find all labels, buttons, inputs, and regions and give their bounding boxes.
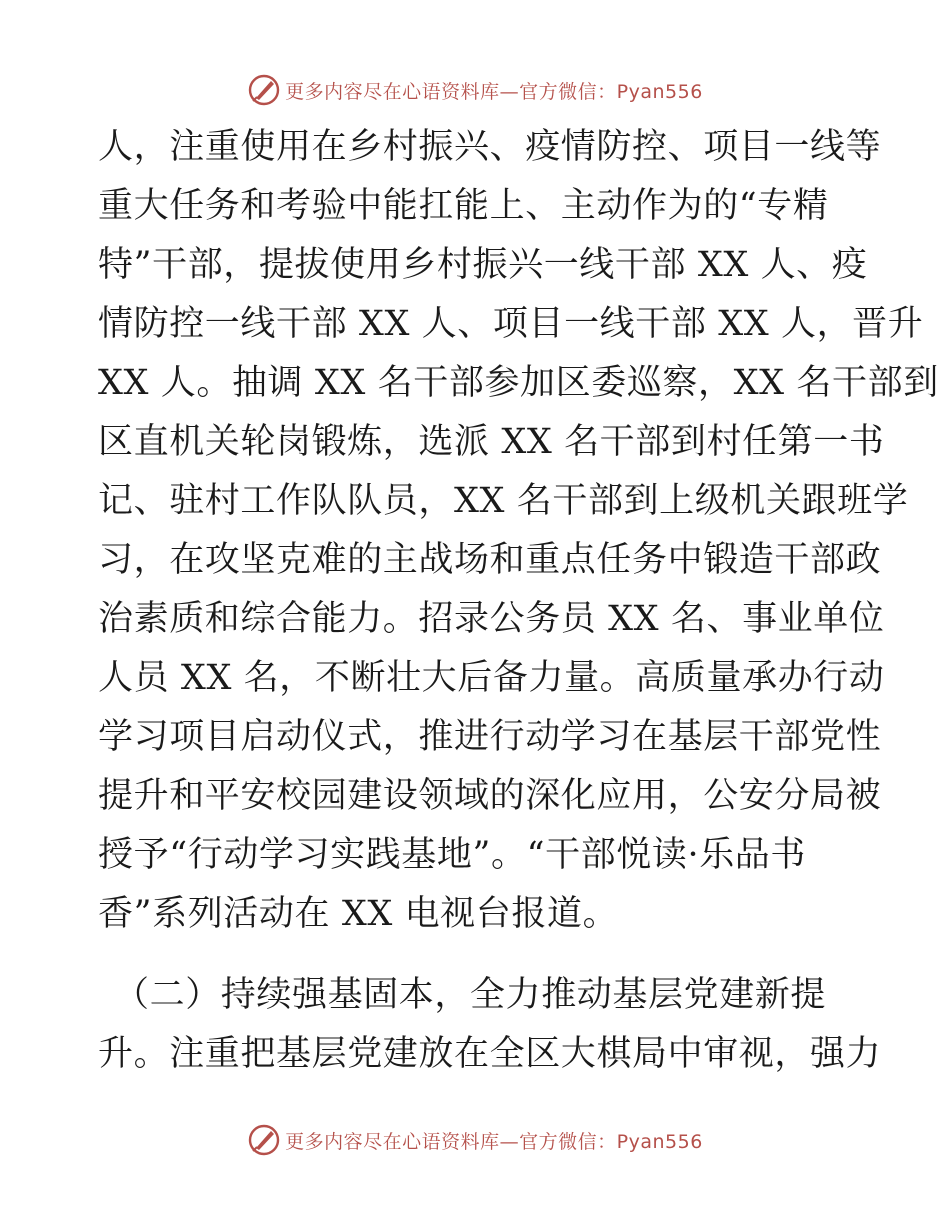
paragraph-2 (98, 966, 882, 1084)
header-watermark (0, 70, 950, 110)
watermark-text: 更多内容尽在心语资料库—官方微信：Pyan556 (285, 1130, 703, 1153)
text-line: XX 人。抽调 XX 名干部参加区委巡察，XX 名干部到 (98, 363, 939, 403)
text-line: 授予“行动学习实践基地”。“干部悦读·乐品书 (98, 835, 807, 875)
text-line: 升。注重把基层党建放在全区大棋局中审视，强力 (98, 1034, 882, 1074)
text-line: 香”系列活动在 XX 电视台报道。 (98, 894, 619, 934)
text-line: 情防控一线干部 XX 人、项目一线干部 XX 人，晋升 (98, 304, 924, 344)
quill-logo-icon (247, 1123, 281, 1157)
paragraph-1 (98, 118, 939, 944)
text-line: 记、驻村工作队队员，XX 名干部到上级机关跟班学 (98, 481, 909, 521)
text-line: 学习项目启动仪式，推进行动学习在基层干部党性 (98, 717, 882, 757)
section-heading-line: （二）持续强基固本，全力推动基层党建新提 (114, 975, 827, 1015)
watermark-text: 更多内容尽在心语资料库—官方微信：Pyan556 (285, 80, 703, 103)
quill-logo-icon (247, 73, 281, 107)
footer-watermark (0, 1120, 950, 1160)
text-line: 治素质和综合能力。招录公务员 XX 名、事业单位 (98, 599, 885, 639)
text-line: 提升和平安校园建设领域的深化应用，公安分局被 (98, 776, 882, 816)
document-body (98, 118, 939, 1084)
text-line: 人，注重使用在乡村振兴、疫情防控、项目一线等 (98, 127, 882, 167)
text-line: 特”干部，提拔使用乡村振兴一线干部 XX 人、疫 (98, 245, 868, 285)
text-line: 习，在攻坚克难的主战场和重点任务中锻造干部政 (98, 540, 882, 580)
text-line: 区直机关轮岗锻炼，选派 XX 名干部到村任第一书 (98, 422, 885, 462)
text-line: 人员 XX 名，不断壮大后备力量。高质量承办行动 (98, 658, 885, 698)
text-line: 重大任务和考验中能扛能上、主动作为的“专精 (98, 186, 829, 226)
